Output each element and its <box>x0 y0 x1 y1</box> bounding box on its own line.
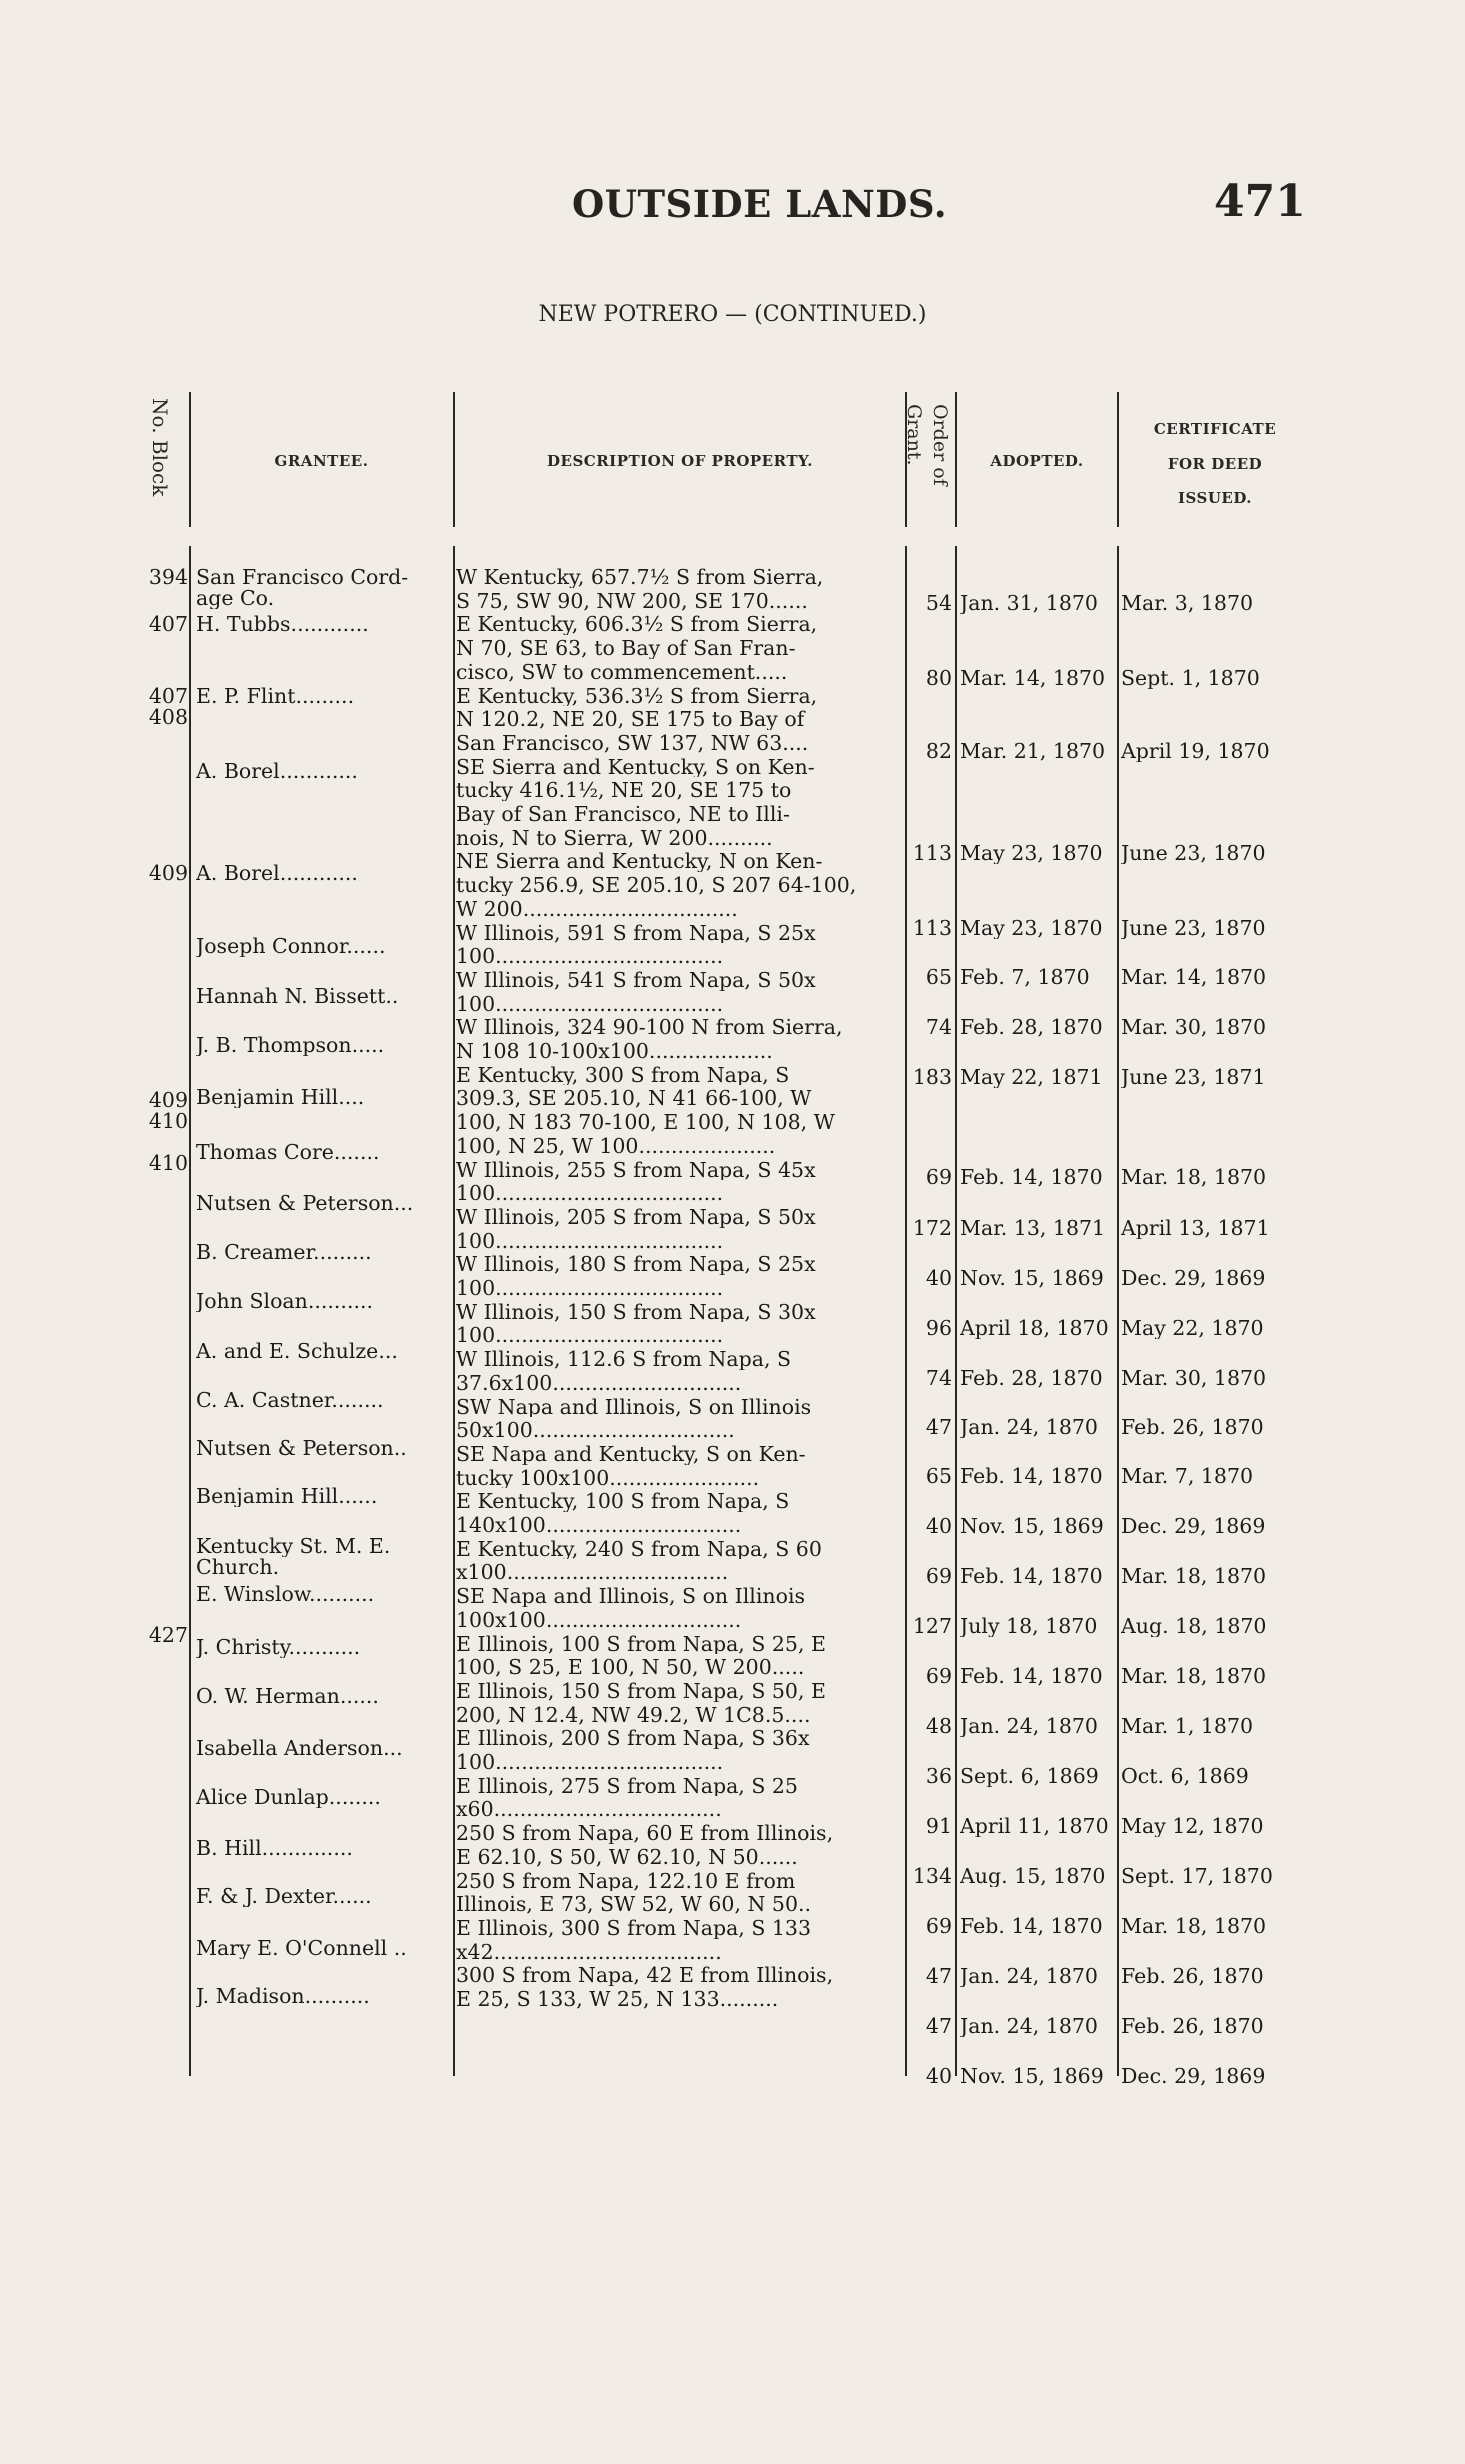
grant-order: 47 <box>925 1417 952 1438</box>
certificate-date: April 13, 1871 <box>1121 1218 1270 1239</box>
property-description: E Illinois, 300 S from Napa, S 133 <box>456 1917 812 1939</box>
grantee-name: Benjamin Hill...... <box>196 1486 378 1507</box>
property-description: 100................................... <box>456 1230 724 1252</box>
adopted-date: Feb. 28, 1870 <box>960 1017 1103 1038</box>
property-description: SE Napa and Kentucky, S on Ken- <box>456 1443 806 1465</box>
certificate-date: Mar. 18, 1870 <box>1121 1167 1267 1188</box>
property-description: Illinois, E 73, SW 52, W 60, N 50.. <box>456 1894 812 1915</box>
grantee-name: Nutsen & Peterson.. <box>196 1438 407 1459</box>
property-description: 37.6x100............................. <box>456 1372 742 1394</box>
adopted-date: Feb. 14, 1870 <box>960 1916 1103 1937</box>
property-description: W Kentucky, 657.7½ S from Sierra, <box>456 567 824 588</box>
property-description: x60................................... <box>456 1799 722 1821</box>
property-description: tucky 100x100....................... <box>456 1467 760 1489</box>
property-description: E 25, S 133, W 25, N 133......... <box>456 1989 779 2010</box>
property-description: N 108 10-100x100................... <box>456 1041 773 1062</box>
block-number: 408 <box>148 707 188 728</box>
grant-order: 74 <box>925 1368 952 1389</box>
property-description: 100................................... <box>456 1278 724 1299</box>
grantee-name: Alice Dunlap........ <box>196 1787 381 1808</box>
property-description: SW Napa and Illinois, S on Illinois <box>456 1396 812 1418</box>
property-description: W Illinois, 541 S from Napa, S 50x <box>456 969 816 991</box>
certificate-date: Dec. 29, 1869 <box>1121 1268 1266 1289</box>
certificate-date: Mar. 30, 1870 <box>1121 1368 1267 1389</box>
property-description: 100................................... <box>456 993 724 1015</box>
property-description: E Illinois, 200 S from Napa, S 36x <box>456 1728 810 1750</box>
block-number: 410 <box>148 1153 188 1174</box>
adopted-date: July 18, 1870 <box>960 1616 1098 1637</box>
grantee-name: age Co. <box>196 588 275 609</box>
certificate-date: Oct. 6, 1869 <box>1121 1766 1249 1787</box>
adopted-date: Nov. 15, 1869 <box>960 1516 1104 1537</box>
block-number: 407 <box>148 686 188 707</box>
adopted-date: Nov. 15, 1869 <box>960 2066 1104 2087</box>
grantee-name: Benjamin Hill.... <box>196 1087 365 1108</box>
property-description: 100................................... <box>456 1325 724 1347</box>
header-grantee: GRANTEE. <box>274 452 369 470</box>
header-certificate-3: ISSUED. <box>1177 489 1253 507</box>
grant-order: 65 <box>925 967 952 988</box>
grant-order: 82 <box>925 741 952 762</box>
grant-order: 69 <box>925 1167 952 1188</box>
grantee-name: H. Tubbs............ <box>196 614 369 635</box>
property-description: E Illinois, 275 S from Napa, S 25 <box>456 1775 798 1797</box>
property-description: 300 S from Napa, 42 E from Illinois, <box>456 1965 834 1987</box>
certificate-date: June 23, 1870 <box>1121 918 1266 939</box>
property-description: W Illinois, 150 S from Napa, S 30x <box>456 1301 816 1323</box>
property-description: cisco, SW to commencement..... <box>456 661 788 683</box>
certificate-date: Sept. 1, 1870 <box>1121 668 1260 689</box>
grantee-name: J. Madison.......... <box>196 1986 370 2007</box>
grantee-name: J. Christy........... <box>196 1637 361 1658</box>
grantee-name: Church. <box>196 1557 280 1578</box>
grantee-name: John Sloan.......... <box>196 1291 374 1312</box>
grant-order: 74 <box>925 1017 952 1038</box>
grant-order: 40 <box>925 1516 952 1537</box>
certificate-date: Feb. 26, 1870 <box>1121 1417 1264 1438</box>
adopted-date: May 22, 1871 <box>960 1067 1103 1088</box>
certificate-date: Sept. 17, 1870 <box>1121 1866 1273 1887</box>
certificate-date: Mar. 14, 1870 <box>1121 967 1267 988</box>
property-description: E Kentucky, 536.3½ S from Sierra, <box>456 685 818 707</box>
certificate-date: April 19, 1870 <box>1121 741 1270 762</box>
property-description: N 70, SE 63, to Bay of San Fran- <box>456 638 796 659</box>
grantee-name: Kentucky St. M. E. <box>196 1536 391 1557</box>
header-order: Order of Grant. <box>903 404 951 486</box>
grant-order: 134 <box>912 1866 952 1887</box>
adopted-date: April 11, 1870 <box>960 1816 1109 1837</box>
certificate-date: Mar. 3, 1870 <box>1121 593 1254 614</box>
grant-order: 96 <box>925 1318 952 1339</box>
grantee-name: B. Creamer......... <box>196 1242 372 1263</box>
body-rule-3 <box>905 546 907 2076</box>
property-description: Bay of San Francisco, NE to Illi- <box>456 804 790 825</box>
grantee-name: C. A. Castner........ <box>196 1390 384 1411</box>
property-description: W Illinois, 324 90-100 N from Sierra, <box>456 1017 843 1039</box>
property-description: E 62.10, S 50, W 62.10, N 50...... <box>456 1846 798 1868</box>
block-number: 409 <box>148 863 188 884</box>
grant-order: 91 <box>925 1816 952 1837</box>
property-description: tucky 416.1½, NE 20, SE 175 to <box>456 780 792 802</box>
grant-order: 40 <box>925 2066 952 2087</box>
property-description: 100, S 25, E 100, N 50, W 200..... <box>456 1657 805 1678</box>
grant-order: 69 <box>925 1916 952 1937</box>
adopted-date: May 23, 1870 <box>960 918 1103 939</box>
certificate-date: Mar. 1, 1870 <box>1121 1716 1254 1737</box>
grant-order: 47 <box>925 2016 952 2037</box>
property-description: E Kentucky, 300 S from Napa, S <box>456 1064 790 1086</box>
grantee-name: O. W. Herman...... <box>196 1686 379 1707</box>
adopted-date: Jan. 24, 1870 <box>960 1417 1098 1438</box>
header-description: DESCRIPTION OF PROPERTY. <box>547 452 813 470</box>
property-description: NE Sierra and Kentucky, N on Ken- <box>456 851 823 873</box>
adopted-date: May 23, 1870 <box>960 843 1103 864</box>
property-description: 100, N 25, W 100..................... <box>456 1135 776 1157</box>
header-certificate-1: CERTIFICATE <box>1153 420 1277 438</box>
grantee-name: J. B. Thompson..... <box>196 1035 385 1056</box>
adopted-date: Feb. 28, 1870 <box>960 1368 1103 1389</box>
grant-order: 65 <box>925 1466 952 1487</box>
property-description: 100, N 183 70-100, E 100, N 108, W <box>456 1112 835 1133</box>
adopted-date: Mar. 13, 1871 <box>960 1218 1106 1239</box>
property-description: nois, N to Sierra, W 200.......... <box>456 827 773 849</box>
property-description: 100................................... <box>456 1183 724 1204</box>
page-number: 471 <box>1214 176 1306 227</box>
adopted-date: Feb. 14, 1870 <box>960 1566 1103 1587</box>
adopted-date: Mar. 14, 1870 <box>960 668 1106 689</box>
property-description: x100.................................. <box>456 1562 729 1584</box>
property-description: W Illinois, 112.6 S from Napa, S <box>456 1349 792 1370</box>
grant-order: 40 <box>925 1268 952 1289</box>
grant-order: 183 <box>912 1067 952 1088</box>
grant-order: 80 <box>925 668 952 689</box>
grantee-name: E. Winslow.......... <box>196 1584 375 1605</box>
grantee-name: A. Borel............ <box>196 761 358 782</box>
block-number: 409 <box>148 1090 188 1111</box>
block-number: 394 <box>148 567 188 588</box>
header-block: No. Block <box>148 398 172 497</box>
header-adopted: ADOPTED. <box>990 452 1084 470</box>
property-description: SE Sierra and Kentucky, S on Ken- <box>456 756 815 778</box>
property-description: 200, N 12.4, NW 49.2, W 1C8.5.... <box>456 1704 811 1726</box>
property-description: 50x100............................... <box>456 1420 735 1441</box>
certificate-date: Mar. 7, 1870 <box>1121 1466 1254 1487</box>
property-description: tucky 256.9, SE 205.10, S 207 64-100, <box>456 875 857 896</box>
property-description: E Illinois, 100 S from Napa, S 25, E <box>456 1633 826 1655</box>
property-description: x42................................... <box>456 1941 722 1963</box>
certificate-date: June 23, 1871 <box>1121 1067 1266 1088</box>
grantee-name: Mary E. O'Connell .. <box>196 1938 407 1959</box>
property-description: E Kentucky, 606.3½ S from Sierra, <box>456 614 818 636</box>
property-description: SE Napa and Illinois, S on Illinois <box>456 1586 806 1607</box>
certificate-date: May 22, 1870 <box>1121 1318 1264 1339</box>
grant-order: 113 <box>912 843 952 864</box>
adopted-date: Jan. 24, 1870 <box>960 1716 1098 1737</box>
header-certificate-2: FOR DEED <box>1167 455 1263 473</box>
certificate-date: Dec. 29, 1869 <box>1121 1516 1266 1537</box>
grant-order: 48 <box>925 1716 952 1737</box>
grantee-name: E. P. Flint......... <box>196 686 355 707</box>
adopted-date: Jan. 24, 1870 <box>960 2016 1098 2037</box>
adopted-date: Feb. 14, 1870 <box>960 1666 1103 1687</box>
adopted-date: Mar. 21, 1870 <box>960 741 1106 762</box>
grantee-name: B. Hill.............. <box>196 1838 353 1859</box>
grant-order: 113 <box>912 918 952 939</box>
adopted-date: Feb. 7, 1870 <box>960 967 1090 988</box>
certificate-date: Mar. 30, 1870 <box>1121 1017 1267 1038</box>
property-description: 140x100.............................. <box>456 1515 742 1536</box>
body-rule-1 <box>189 546 191 2076</box>
grantee-name: Joseph Connor...... <box>196 936 386 957</box>
body-rule-2 <box>453 546 455 2076</box>
grantee-name: Thomas Core....... <box>196 1142 380 1163</box>
certificate-date: June 23, 1870 <box>1121 843 1266 864</box>
property-description: 250 S from Napa, 122.10 E from <box>456 1870 796 1892</box>
property-description: N 120.2, NE 20, SE 175 to Bay of <box>456 709 805 730</box>
grantee-name: A. Borel............ <box>196 863 358 884</box>
certificate-date: Feb. 26, 1870 <box>1121 2016 1264 2037</box>
property-description: W Illinois, 255 S from Napa, S 45x <box>456 1159 816 1181</box>
property-description: W Illinois, 205 S from Napa, S 50x <box>456 1206 816 1228</box>
adopted-date: Sept. 6, 1869 <box>960 1766 1099 1787</box>
certificate-date: Dec. 29, 1869 <box>1121 2066 1266 2087</box>
grant-order: 172 <box>912 1218 952 1239</box>
adopted-date: Aug. 15, 1870 <box>960 1866 1106 1887</box>
grantee-name: Nutsen & Peterson... <box>196 1193 414 1214</box>
property-description: W Illinois, 591 S from Napa, S 25x <box>456 922 816 944</box>
certificate-date: May 12, 1870 <box>1121 1816 1264 1837</box>
adopted-date: Nov. 15, 1869 <box>960 1268 1104 1289</box>
property-description: 250 S from Napa, 60 E from Illinois, <box>456 1823 834 1844</box>
property-description: 100................................... <box>456 1752 724 1773</box>
grant-order: 69 <box>925 1666 952 1687</box>
certificate-date: Aug. 18, 1870 <box>1121 1616 1267 1637</box>
adopted-date: Jan. 31, 1870 <box>960 593 1098 614</box>
grant-order: 47 <box>925 1966 952 1987</box>
property-description: E Kentucky, 240 S from Napa, S 60 <box>456 1538 822 1560</box>
adopted-date: Jan. 24, 1870 <box>960 1966 1098 1987</box>
grant-order: 69 <box>925 1566 952 1587</box>
property-description: E Illinois, 150 S from Napa, S 50, E <box>456 1680 826 1702</box>
property-description: W 200................................. <box>456 898 738 920</box>
adopted-date: Feb. 14, 1870 <box>960 1167 1103 1188</box>
table-title: NEW POTRERO — (CONTINUED.) <box>538 302 927 327</box>
property-description: E Kentucky, 100 S from Napa, S <box>456 1491 790 1513</box>
grantee-name: Isabella Anderson... <box>196 1738 403 1759</box>
adopted-date: April 18, 1870 <box>960 1318 1109 1339</box>
certificate-date: Mar. 18, 1870 <box>1121 1566 1267 1587</box>
grant-order: 127 <box>912 1616 952 1637</box>
grantee-name: Hannah N. Bissett.. <box>196 986 399 1007</box>
block-number: 427 <box>148 1625 188 1646</box>
grant-order: 54 <box>925 593 952 614</box>
property-description: San Francisco, SW 137, NW 63.... <box>456 732 809 754</box>
block-number: 410 <box>148 1111 188 1132</box>
block-number: 407 <box>148 614 188 635</box>
grantee-name: A. and E. Schulze... <box>196 1341 398 1362</box>
body-rule-4 <box>955 546 957 2076</box>
property-description: W Illinois, 180 S from Napa, S 25x <box>456 1254 816 1276</box>
property-description: 100................................... <box>456 946 724 967</box>
certificate-date: Mar. 18, 1870 <box>1121 1916 1267 1937</box>
property-description: 309.3, SE 205.10, N 41 66-100, W <box>456 1088 812 1110</box>
property-description: 100x100.............................. <box>456 1609 742 1631</box>
adopted-date: Feb. 14, 1870 <box>960 1466 1103 1487</box>
running-head: OUTSIDE LANDS. <box>572 182 948 226</box>
grantee-name: F. & J. Dexter...... <box>196 1886 372 1907</box>
body-rule-5 <box>1117 546 1119 2076</box>
certificate-date: Mar. 18, 1870 <box>1121 1666 1267 1687</box>
grant-order: 36 <box>925 1766 952 1787</box>
certificate-date: Feb. 26, 1870 <box>1121 1966 1264 1987</box>
property-description: S 75, SW 90, NW 200, SE 170...... <box>456 590 808 612</box>
grantee-name: San Francisco Cord- <box>196 567 409 588</box>
